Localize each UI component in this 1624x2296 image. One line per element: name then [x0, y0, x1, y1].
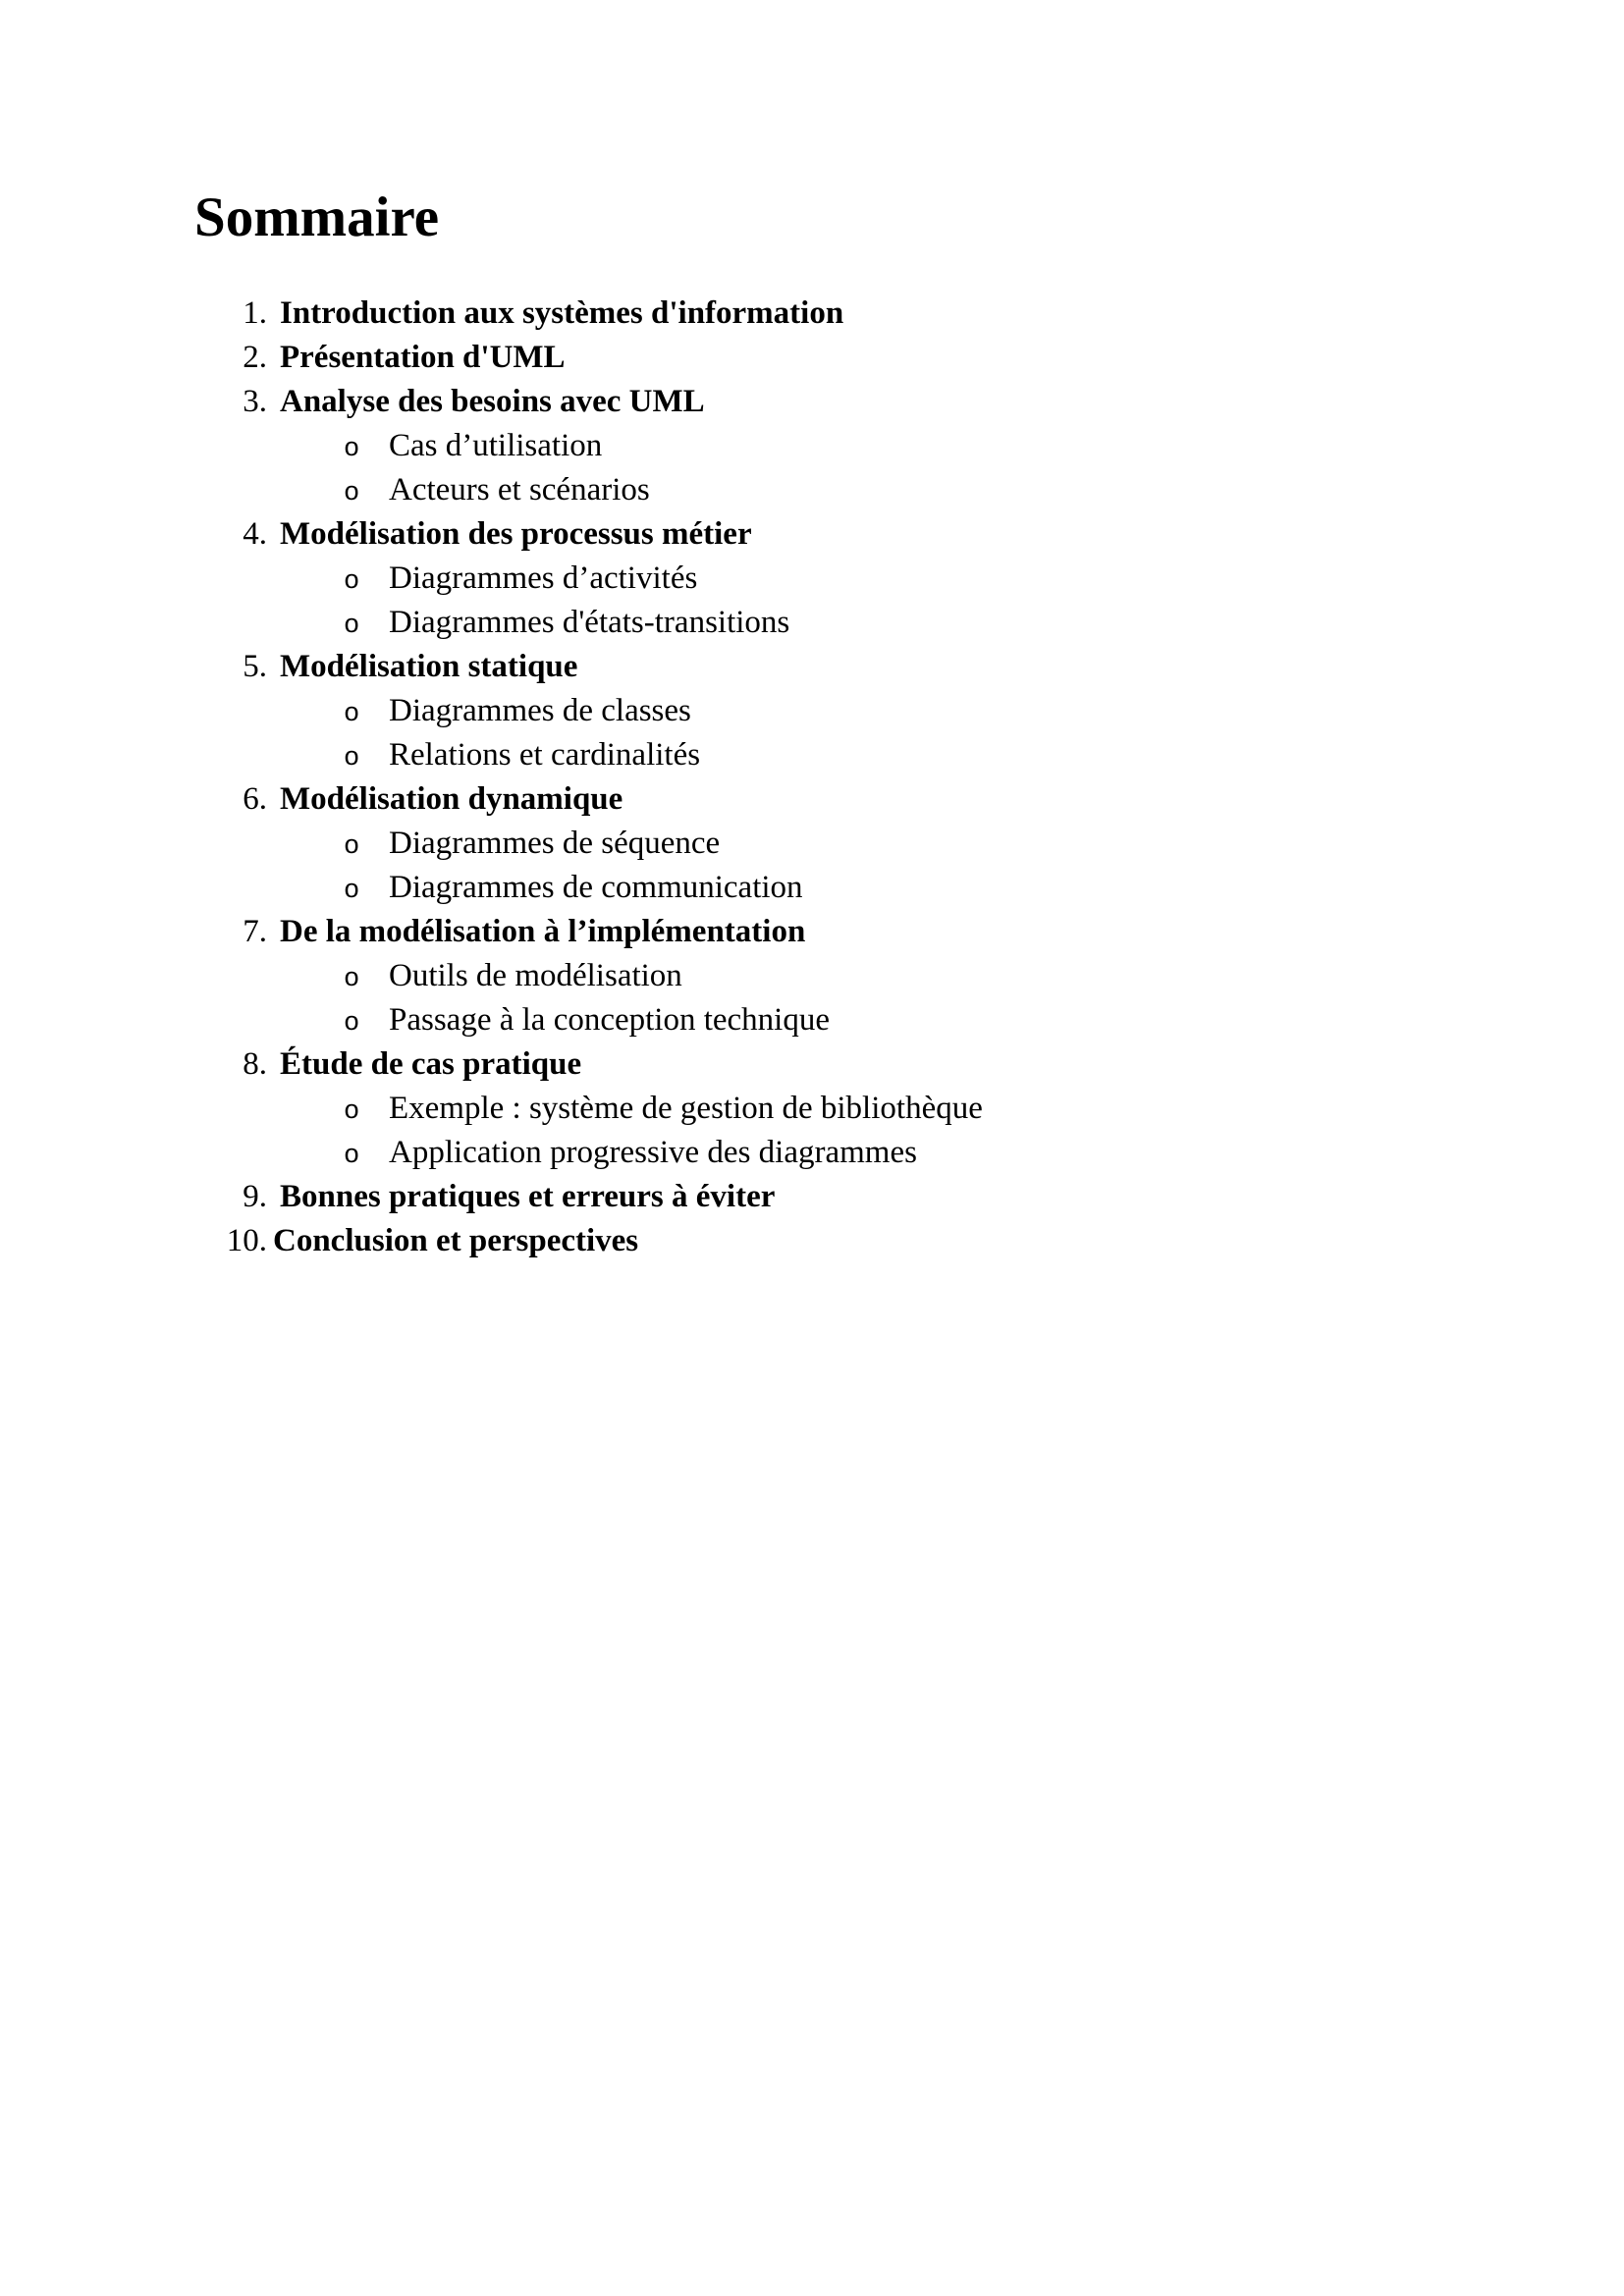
toc-subitem-label: Diagrammes d'états-transitions: [389, 605, 790, 640]
toc-item-label: Conclusion et perspectives: [273, 1223, 639, 1258]
toc-item-number: 4.: [243, 516, 267, 552]
circle-bullet-icon: o: [344, 700, 360, 729]
toc-subitem: [194, 601, 1471, 645]
toc-item-label: Présentation d'UML: [280, 340, 566, 375]
circle-bullet-icon: o: [344, 1097, 360, 1127]
toc-item: [194, 292, 1471, 336]
toc-item: [194, 645, 1471, 689]
toc-item-label: Bonnes pratiques et erreurs à éviter: [280, 1179, 776, 1214]
toc-subitem: [194, 468, 1471, 512]
toc-item-label: Modélisation dynamique: [280, 781, 623, 817]
toc-subitem-label: Cas d’utilisation: [389, 428, 603, 463]
circle-bullet-icon: o: [344, 567, 360, 597]
toc-item: [194, 380, 1471, 424]
toc-item: [194, 1175, 1471, 1219]
toc-subitem: [194, 733, 1471, 777]
toc-item-number: 6.: [243, 781, 267, 817]
toc-item-label: Introduction aux systèmes d'information: [280, 295, 844, 331]
toc-item-number: 9.: [243, 1179, 267, 1214]
circle-bullet-icon: o: [344, 877, 360, 906]
toc-subitem-label: Passage à la conception technique: [389, 1002, 830, 1038]
toc-subitem: [194, 424, 1471, 468]
toc-subitem-label: Acteurs et scénarios: [389, 472, 650, 507]
circle-bullet-icon: o: [344, 1142, 360, 1171]
toc-item: [194, 910, 1471, 954]
toc-item-label: Modélisation statique: [280, 649, 578, 684]
toc-item-label: Étude de cas pratique: [280, 1046, 582, 1082]
toc-item-number: 8.: [243, 1046, 267, 1082]
toc-subitem-label: Diagrammes d’activités: [389, 561, 698, 596]
toc-subitem-label: Relations et cardinalités: [389, 737, 701, 773]
toc-subitem: [194, 998, 1471, 1042]
toc-subitem-label: Outils de modélisation: [389, 958, 682, 993]
toc-subitem: [194, 1087, 1471, 1131]
toc-item-number: 10.: [226, 1223, 267, 1258]
circle-bullet-icon: o: [344, 832, 360, 862]
toc-item: [194, 777, 1471, 822]
circle-bullet-icon: o: [344, 965, 360, 994]
toc-subitem-label: Application progressive des diagrammes: [389, 1135, 917, 1170]
toc-item: [194, 512, 1471, 557]
toc-subitem: [194, 866, 1471, 910]
toc-item-label: De la modélisation à l’implémentation: [280, 914, 806, 949]
circle-bullet-icon: o: [344, 479, 360, 508]
toc-item-label: Analyse des besoins avec UML: [280, 384, 705, 419]
circle-bullet-icon: o: [344, 435, 360, 464]
toc-subitem: [194, 689, 1471, 733]
table-of-contents: [194, 292, 1471, 1263]
toc-item-label: Modélisation des processus métier: [280, 516, 752, 552]
toc-subitem: [194, 822, 1471, 866]
circle-bullet-icon: o: [344, 744, 360, 774]
toc-item: [194, 336, 1471, 380]
toc-subitem-label: Exemple : système de gestion de bibliothèque: [389, 1091, 983, 1126]
toc-subitem: [194, 557, 1471, 601]
toc-subitem: [194, 954, 1471, 998]
toc-item-number: 1.: [243, 295, 267, 331]
toc-item-number: 2.: [243, 340, 267, 375]
toc-item: [194, 1219, 1471, 1263]
toc-item-number: 5.: [243, 649, 267, 684]
toc-item-number: 7.: [243, 914, 267, 949]
circle-bullet-icon: o: [344, 1009, 360, 1039]
circle-bullet-icon: o: [344, 612, 360, 641]
toc-subitem-label: Diagrammes de communication: [389, 870, 803, 905]
toc-subitem-label: Diagrammes de séquence: [389, 826, 721, 861]
page-title: Sommaire: [194, 187, 440, 248]
toc-item-number: 3.: [243, 384, 267, 419]
toc-item: [194, 1042, 1471, 1087]
toc-subitem: [194, 1131, 1471, 1175]
toc-subitem-label: Diagrammes de classes: [389, 693, 691, 728]
